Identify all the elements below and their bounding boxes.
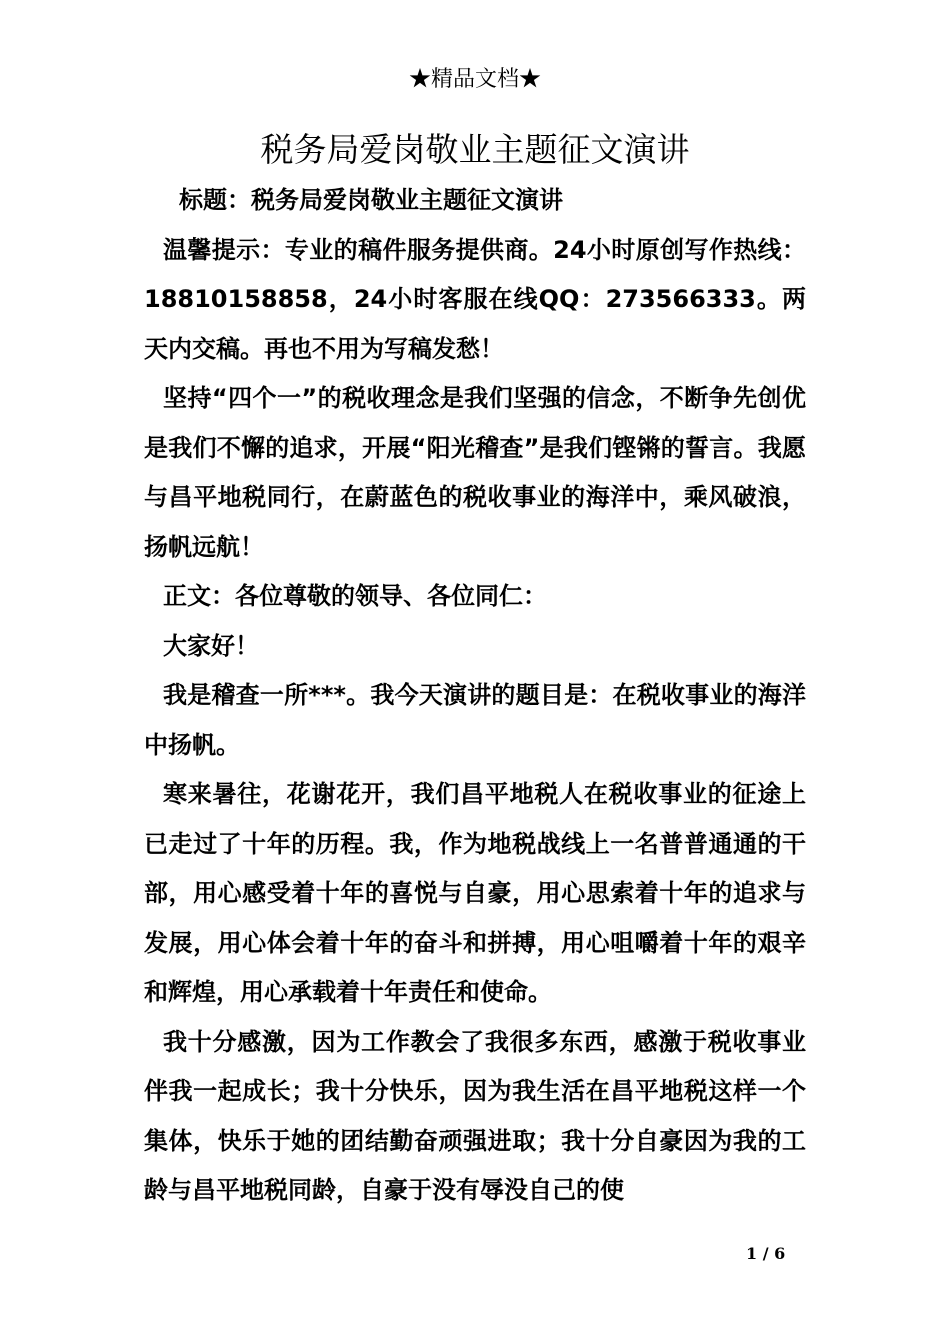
subtitle-paragraph: 标题：税务局爱岗敬业主题征文演讲 [179, 186, 563, 214]
page-number: 1 / 6 [746, 1244, 786, 1263]
body-paragraph: 坚持“四个一”的税收理念是我们坚强的信念，不断争先创优是我们不懈的追求，开展“阳光稽查”是我们铿锵的誓言。我愿与昌平地税同行，在蔚蓝色的税收事业的海洋中，乘风破浪，扬帆远航！ [144, 384, 806, 561]
document-title: 税务局爱岗敬业主题征文演讲 [260, 130, 690, 169]
notice-paragraph: 温馨提示：专业的稿件服务提供商。24小时原创写作热线：18810158858，24小时客服在线QQ：273566333。两天内交稿。再也不用为写稿发愁！ [144, 235, 806, 363]
header-mark: ★精品文档★ [408, 67, 541, 92]
body-paragraph: 我是稽查一所***。我今天演讲的题目是：在税收事业的海洋中扬帆。 [144, 681, 806, 759]
body-paragraph: 寒来暑往，花谢花开，我们昌平地税人在税收事业的征途上已走过了十年的历程。我，作为地税战线上一名普普通通的干部，用心感受着十年的喜悦与自豪，用心思索着十年的追求与发展，用心体会着十年的奋斗和拼搏，用心咀嚼着十年的艰辛和辉煌，用心承载着十年责任和使命。 [144, 780, 806, 1006]
salutation-paragraph: 正文：各位尊敬的领导、各位同仁： [163, 582, 547, 610]
document-body [144, 176, 806, 1216]
body-paragraph: 我十分感激，因为工作教会了我很多东西，感激于税收事业伴我一起成长；我十分快乐，因为我生活在昌平地税这样一个集体，快乐于她的团结勤奋顽强进取；我十分自豪因为我的工龄与昌平地税同龄，自豪于没有辱没自己的使 [144, 1027, 806, 1204]
greeting-paragraph: 大家好！ [163, 631, 259, 660]
